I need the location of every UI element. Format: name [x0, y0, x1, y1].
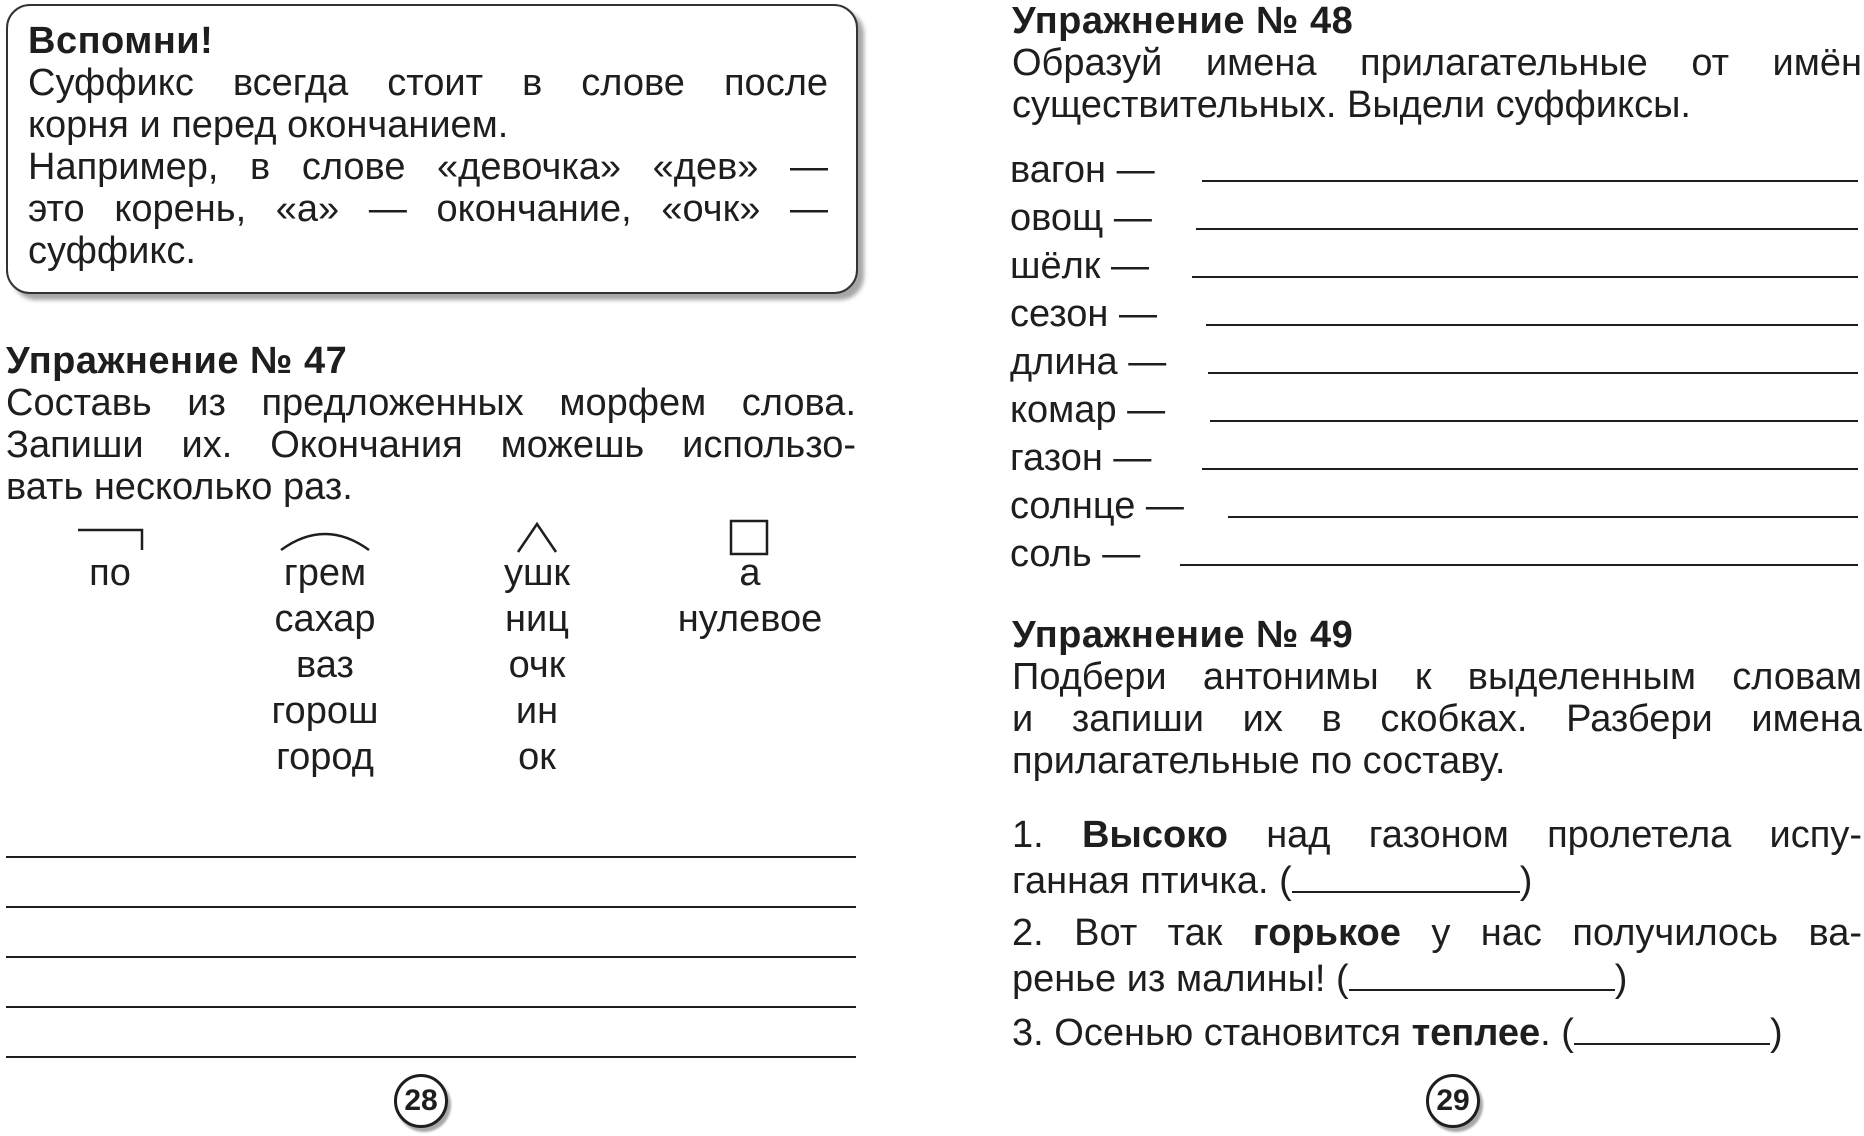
- exercise-49-line-2: и запиши их в скобках. Разбери имена: [1012, 698, 1862, 740]
- answer-line[interactable]: [1206, 324, 1858, 326]
- word-label: газон —: [1010, 437, 1152, 479]
- answer-blank[interactable]: [1349, 959, 1615, 991]
- word-row: [1010, 482, 1860, 530]
- suffix-item: ин: [515, 690, 559, 732]
- word-row: [1010, 242, 1860, 290]
- exercise-49-item-1-line-1: 1. Высоко над газоном пролетела испу-: [1012, 814, 1862, 856]
- answer-line[interactable]: [1210, 420, 1858, 422]
- ending-item: нулевое: [677, 598, 823, 640]
- highlighted-word: Высоко: [1081, 814, 1228, 856]
- highlighted-word: теплее: [1411, 1012, 1541, 1054]
- exercise-49-item-2-line-1: 2. Вот так горькое у нас получилось ва-: [1012, 912, 1863, 954]
- prefix-column: [50, 550, 170, 596]
- answer-line[interactable]: [1196, 228, 1858, 230]
- remember-line-4: это корень, «а» — окончание, «очк» —: [28, 188, 828, 230]
- page-number-right: 29: [1426, 1074, 1480, 1128]
- word-label: сезон —: [1010, 293, 1157, 335]
- ending-item: а: [739, 552, 761, 594]
- root-item: горош: [271, 690, 379, 732]
- word-row: [1010, 530, 1860, 578]
- prefix-item: по: [89, 552, 131, 594]
- word-label: солнце —: [1010, 485, 1184, 527]
- word-row: [1010, 434, 1860, 482]
- word-row: [1010, 386, 1860, 434]
- remember-line-5: суффикс.: [28, 230, 196, 272]
- word-label: овощ —: [1010, 197, 1152, 239]
- word-row: [1010, 290, 1860, 338]
- exercise-48-line-2: существительных. Выдели суффиксы.: [1012, 84, 1691, 126]
- word-label: комар —: [1010, 389, 1166, 431]
- word-label: длина —: [1010, 341, 1167, 383]
- remember-line-2: корня и перед окончанием.: [28, 104, 509, 146]
- answer-blank[interactable]: [1574, 1013, 1770, 1045]
- answer-line[interactable]: [1228, 516, 1858, 518]
- exercise-49-item-3: 3. Осенью становится теплее. ( ): [1012, 1012, 1783, 1054]
- remember-line-1: Суффикс всегда стоит в слове после: [28, 62, 828, 104]
- word-row: [1010, 146, 1860, 194]
- exercise-48-title: Упражнение № 48: [1012, 0, 1354, 42]
- answer-line[interactable]: [1208, 372, 1858, 374]
- root-item: грем: [283, 552, 367, 594]
- word-label: шёлк —: [1010, 245, 1149, 287]
- answer-line[interactable]: [1202, 468, 1858, 470]
- answer-blank[interactable]: [1292, 861, 1520, 893]
- suffix-column: [477, 550, 597, 780]
- word-row: [1010, 338, 1860, 386]
- answer-line[interactable]: [6, 906, 856, 908]
- exercise-49-item-1-line-2: ганная птичка. ( ): [1012, 860, 1533, 902]
- root-item: ваз: [296, 644, 354, 686]
- word-label: соль —: [1010, 533, 1141, 575]
- answer-line[interactable]: [1202, 180, 1858, 182]
- answer-line[interactable]: [1192, 276, 1858, 278]
- root-column: [245, 550, 405, 780]
- exercise-47-line-1: Составь из предложенных морфем слова.: [6, 382, 856, 424]
- suffix-item: очк: [508, 644, 566, 686]
- exercise-49-line-1: Подбери антонимы к выделенным словам: [1012, 656, 1862, 698]
- suffix-item: ниц: [505, 598, 569, 640]
- exercise-49-line-3: прилагательные по составу.: [1012, 740, 1506, 782]
- exercise-48-line-1: Образуй имена прилагательные от имён: [1012, 42, 1862, 84]
- word-row: [1010, 194, 1860, 242]
- highlighted-word: горькое: [1252, 912, 1401, 954]
- answer-line[interactable]: [1180, 564, 1858, 566]
- remember-title: Вспомни!: [28, 20, 214, 62]
- exercise-47-line-3: вать несколько раз.: [6, 466, 353, 508]
- exercise-47-line-2: Запиши их. Окончания можешь использо-: [6, 424, 856, 466]
- suffix-item: ушк: [503, 552, 571, 594]
- exercise-47-title: Упражнение № 47: [6, 340, 348, 382]
- suffix-symbol-icon: [512, 520, 562, 554]
- remember-line-3: Например, в слове «девочка» «дев» —: [28, 146, 828, 188]
- root-item: город: [276, 736, 374, 778]
- exercise-49-item-2-line-2: ренье из малины! ( ): [1012, 958, 1628, 1000]
- suffix-item: ок: [518, 736, 556, 778]
- page-number-left: 28: [394, 1074, 448, 1128]
- ending-column: [660, 550, 840, 642]
- exercise-49-title: Упражнение № 49: [1012, 614, 1354, 656]
- word-label: вагон —: [1010, 149, 1155, 191]
- answer-line[interactable]: [6, 856, 856, 858]
- root-item: сахар: [274, 598, 376, 640]
- answer-line[interactable]: [6, 1056, 856, 1058]
- answer-line[interactable]: [6, 1006, 856, 1008]
- answer-line[interactable]: [6, 956, 856, 958]
